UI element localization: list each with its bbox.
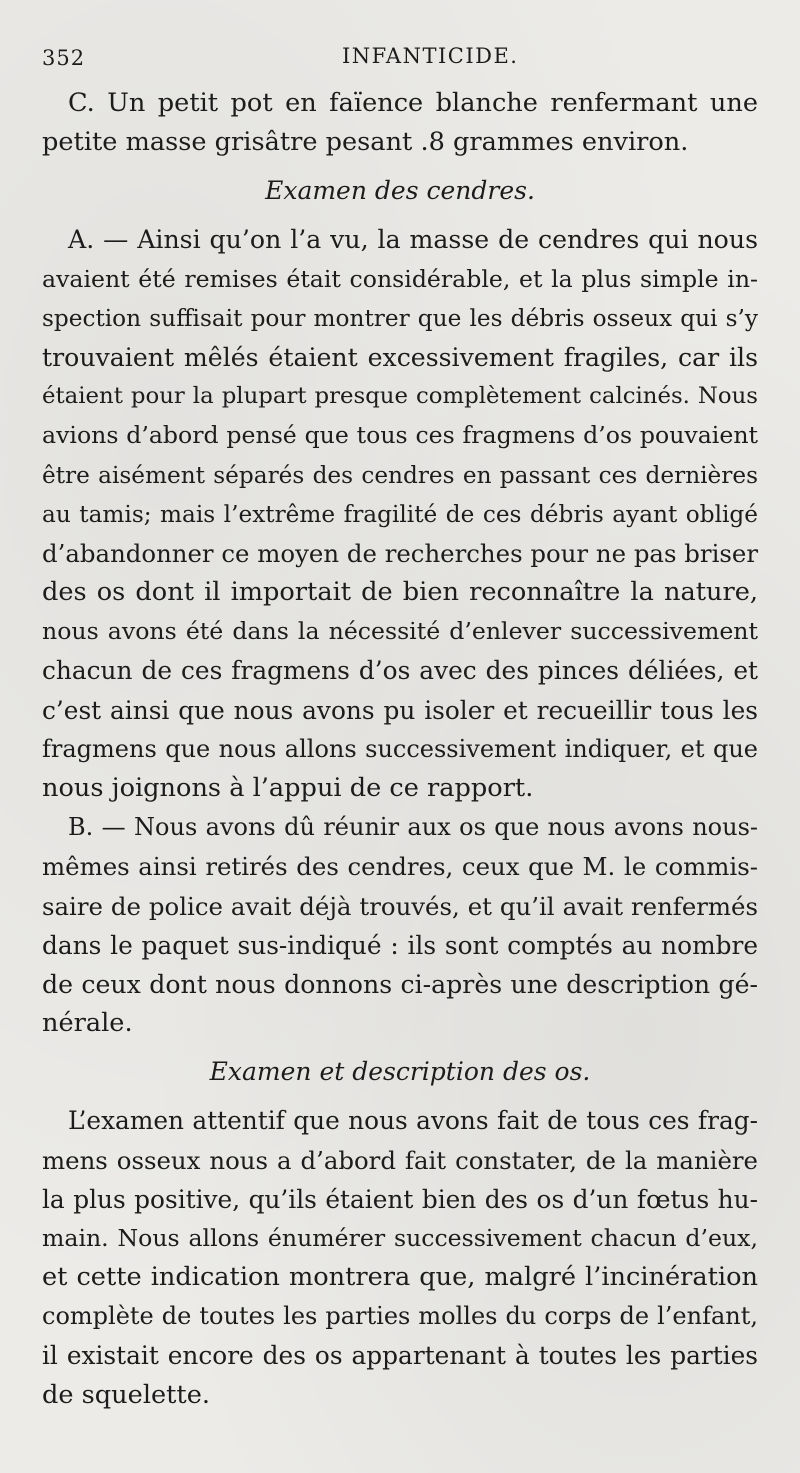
text-line: c’est ainsi que nous avons pu isoler et recueillir tous les <box>42 695 758 725</box>
text-line: A. — Ainsi qu’on l’a vu, la masse de cendres qui nous <box>68 225 758 255</box>
text-line: d’abandonner ce moyen de recherches pour ne pas briser <box>42 538 758 568</box>
text-line: complète de toutes les parties molles du corps de l’enfant, <box>42 1302 758 1331</box>
section-heading: Examen des cendres. <box>265 176 535 206</box>
section-heading: Examen et description des os. <box>209 1057 591 1087</box>
text-line: saire de police avait déjà trouvés, et qu’il avait renfermés <box>42 891 758 921</box>
text-line: avaient été remises était considérable, et la plus simple in- <box>42 264 758 293</box>
text-line: au tamis; mais l’extrême fragilité de ces débris ayant obligé <box>42 500 758 528</box>
text-line: des os dont il importait de bien reconnaître la nature, <box>42 577 758 608</box>
text-line: être aisément séparés des cendres en passant ces dernières <box>42 461 758 489</box>
text-line: la plus positive, qu’ils étaient bien des os d’un fœtus hu- <box>42 1184 758 1214</box>
text-line: spection suffisait pour montrer que les débris osseux qui s’y <box>42 304 758 332</box>
text-line: C. Un petit pot en faïence blanche renfermant une <box>68 88 758 118</box>
text-line: dans le paquet sus-indiqué : ils sont comptés au nombre <box>42 930 758 960</box>
text-line: nous joignons à l’appui de ce rapport. <box>42 773 534 803</box>
running-head: INFANTICIDE. <box>342 44 519 68</box>
text-line: B. — Nous avons dû réunir aux os que nous avons nous- <box>68 813 758 842</box>
text-line: L’examen attentif que nous avons fait de tous ces frag- <box>68 1106 758 1136</box>
text-line: chacun de ces fragmens d’os avec des pinces déliées, et <box>42 656 758 686</box>
text-line: petite masse grisâtre pesant .8 grammes environ. <box>42 127 689 158</box>
page-number: 352 <box>42 46 86 70</box>
text-line: mens osseux nous a d’abord fait constater, de la manière <box>42 1145 758 1175</box>
text-line: nérale. <box>42 1008 133 1039</box>
text-line: mêmes ainsi retirés des cendres, ceux que M. le commis- <box>42 852 758 882</box>
text-line: main. Nous allons énumérer successivement chacun d’eux, <box>42 1223 758 1252</box>
text-line: trouvaient mêlés étaient excessivement fragiles, car ils <box>42 342 758 372</box>
text-line: étaient pour la plupart presque complètement calcinés. Nous <box>42 383 758 410</box>
text-line: il existait encore des os appartenant à toutes les parties <box>42 1341 758 1371</box>
text-line: fragmens que nous allons successivement indiquer, et que <box>42 734 758 763</box>
page-header <box>42 40 762 76</box>
text-line: de squelette. <box>42 1379 210 1410</box>
text-line: de ceux dont nous donnons ci-après une description gé- <box>42 969 758 999</box>
text-line: et cette indication montrera que, malgré l’incinération <box>42 1262 758 1293</box>
body-text <box>42 84 758 1415</box>
text-line: avions d’abord pensé que tous ces fragmens d’os pouvaient <box>42 421 758 450</box>
text-line: nous avons été dans la nécessité d’enlever successivement <box>42 617 758 646</box>
